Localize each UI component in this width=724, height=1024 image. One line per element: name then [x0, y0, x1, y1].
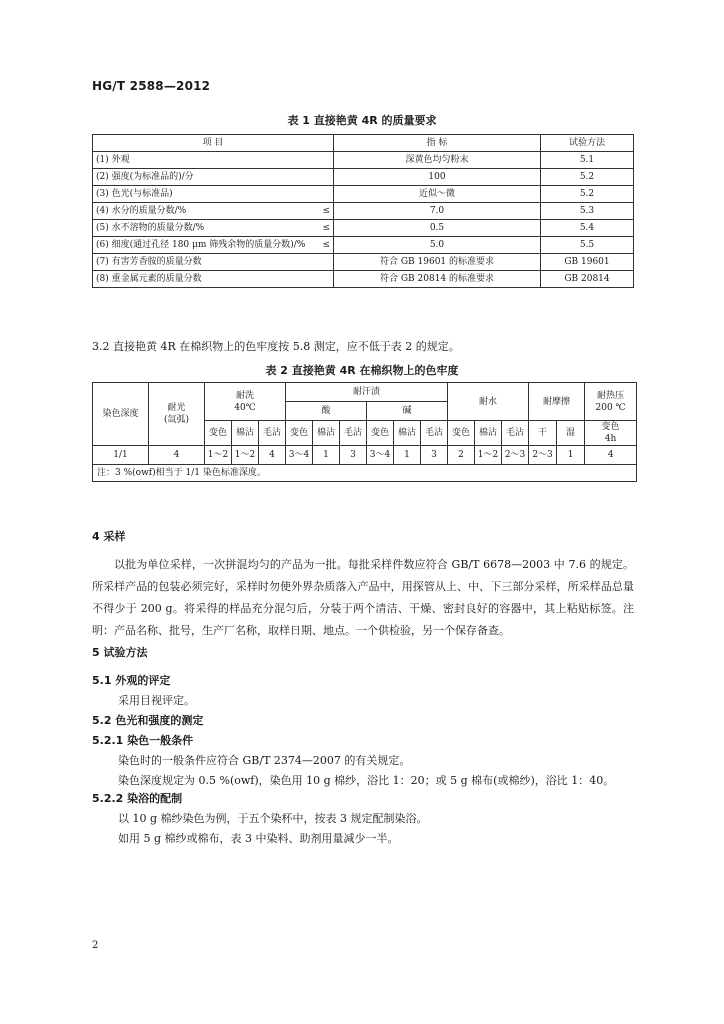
table2-header-acid: 酸: [286, 402, 367, 421]
table2-cell: 3～4: [367, 446, 394, 465]
table1-method: GB 19601: [541, 254, 634, 271]
table2-sub: 变色: [367, 421, 394, 446]
table1-value: 7.0: [334, 203, 541, 220]
table1-value: 0.5: [334, 220, 541, 237]
table1-value: 符合 GB 20814 的标准要求: [334, 271, 541, 288]
clause-5-2-1-text-2: 染色深度规定为 0.5 %(owf)，染色用 10 g 棉纱，浴比 1：20；或 5 g 棉布(或棉纱)，浴比 1：40。: [118, 774, 615, 787]
table2-sub: 干: [529, 421, 557, 446]
table1-caption: 表 1 直接艳黄 4R 的质量要求: [287, 114, 437, 127]
clause-3-2: 3.2 直接艳黄 4R 在棉织物上的色牢度按 5.8 测定，应不低于表 2 的规定。: [92, 340, 460, 353]
table1-method: 5.3: [541, 203, 634, 220]
table1-item: (8) 重金属元素的质量分数: [93, 271, 334, 288]
table2-cell: 1～2: [232, 446, 259, 465]
table2-sub: 毛沾: [502, 421, 529, 446]
table2-sub: 变色 4h: [585, 421, 637, 446]
table1-item: (2) 强度(为标准品的)/分: [93, 169, 334, 186]
clause-5-2-1-title: 5.2.1 染色一般条件: [92, 734, 194, 747]
clause-5-1-title: 5.1 外观的评定: [92, 674, 171, 687]
table-row: [93, 152, 634, 169]
table-row: [93, 186, 634, 203]
section-5-title: 5 试验方法: [92, 646, 148, 659]
table1-value: 符合 GB 19601 的标准要求: [334, 254, 541, 271]
table2-sub: 棉沾: [394, 421, 421, 446]
table2-cell: 1: [394, 446, 421, 465]
table2-header-water: 耐水: [448, 383, 529, 421]
table2-header-row: [93, 383, 637, 402]
table2-cell: 2: [448, 446, 475, 465]
table2-cell: 4: [259, 446, 286, 465]
table2-cell: 3～4: [286, 446, 313, 465]
table2-cell: 1: [557, 446, 585, 465]
clause-5-2-title: 5.2 色光和强度的测定: [92, 714, 204, 727]
table1-method: 5.5: [541, 237, 634, 254]
table-row: [93, 203, 634, 220]
table1-method: 5.1: [541, 152, 634, 169]
table1-item: (4) 水分的质量分数/% ≤: [93, 203, 334, 220]
table1-header-method: 试验方法: [541, 135, 634, 152]
table2-sub: 毛沾: [340, 421, 367, 446]
standard-code: HG/T 2588—2012: [92, 79, 211, 93]
table2-header-wash: 耐洗 40℃: [205, 383, 286, 421]
table2-note-row: [93, 465, 637, 482]
table2-cell: 1～2: [205, 446, 232, 465]
table2-header-depth: 染色深度: [93, 383, 149, 446]
table2-sub: 棉沾: [313, 421, 340, 446]
table-row: [93, 220, 634, 237]
clause-5-2-2-text-1: 以 10 g 棉纱染色为例，于五个染杯中，按表 3 规定配制染浴。: [118, 812, 428, 825]
table2-cell: 2～3: [529, 446, 557, 465]
table2-sub: 变色: [448, 421, 475, 446]
table1-value: 近似～微: [334, 186, 541, 203]
table2: [92, 382, 637, 482]
table1-item: (5) 水不溶物的质量分数/% ≤: [93, 220, 334, 237]
table1-value: 深黄色均匀粉末: [334, 152, 541, 169]
table2-sub: 毛沾: [421, 421, 448, 446]
page-number: 2: [92, 940, 99, 951]
table2-header-light: 耐光 (氙弧): [149, 383, 205, 446]
table2-header-sweat: 耐汗渍: [286, 383, 448, 402]
table2-cell: 1～2: [475, 446, 502, 465]
clause-5-2-2-title: 5.2.2 染浴的配制: [92, 792, 183, 805]
table1-method: 5.2: [541, 186, 634, 203]
table1-header-item: 项 目: [93, 135, 334, 152]
table1-item: (3) 色光(与标准品): [93, 186, 334, 203]
table2-header-hot: 耐热压 200 ℃: [585, 383, 637, 421]
table2-sub: 棉沾: [232, 421, 259, 446]
table1-method: 5.2: [541, 169, 634, 186]
section-4-paragraph: 以批为单位采样，一次拼混均匀的产品为一批。每批采样件数应符合 GB/T 6678—2003 中 7.6 的规定。所采样产品的包装必须完好，采样时勿使外界杂质落入产品中，用探管从上、中、下三部分采样，所采样品总量不得少于 200 g。将采得的样品充分混匀后，分装于两个清洁、干燥、密封良好的容器中，其上粘贴标签。注明：产品名称、批号，生产厂名称，取样日期、地点。一个供检验，另一个保存备查。: [92, 558, 634, 637]
table2-cell: 3: [340, 446, 367, 465]
table2-cell: 4: [585, 446, 637, 465]
table1-value: 5.0: [334, 237, 541, 254]
table2-note: 注：3 %(owf)相当于 1/1 染色标准深度。: [93, 465, 637, 482]
table2-header-rub: 耐摩擦: [529, 383, 585, 421]
table2-cell: 1/1: [93, 446, 149, 465]
table1-item: (6) 细度(通过孔径 180 μm 筛残余物的质量分数)/% ≤: [93, 237, 334, 254]
table-row: [93, 254, 634, 271]
table2-caption: 表 2 直接艳黄 4R 在棉织物上的色牢度: [265, 364, 459, 377]
table-row: [93, 271, 634, 288]
table1-method: GB 20814: [541, 271, 634, 288]
table2-header-alkali: 碱: [367, 402, 448, 421]
table2-cell: 2～3: [502, 446, 529, 465]
table2-sub: 毛沾: [259, 421, 286, 446]
table2-cell: 4: [149, 446, 205, 465]
table1-item: (1) 外观: [93, 152, 334, 169]
table2-sub: 变色: [205, 421, 232, 446]
section-4-title: 4 采样: [92, 530, 126, 543]
clause-5-1-text: 采用目视评定。: [118, 694, 195, 707]
table2-cell: 1: [313, 446, 340, 465]
table1-method: 5.4: [541, 220, 634, 237]
table2-sub: 变色: [286, 421, 313, 446]
table1-header-row: [93, 135, 634, 152]
table-row: [93, 446, 637, 465]
clause-5-2-2-text-2: 如用 5 g 棉纱或棉布，表 3 中染料、助剂用量减少一半。: [118, 832, 399, 845]
table2-cell: 3: [421, 446, 448, 465]
table-row: [93, 237, 634, 254]
table1: [92, 134, 634, 288]
table-row: [93, 169, 634, 186]
table2-sub: 湿: [557, 421, 585, 446]
table1-value: 100: [334, 169, 541, 186]
clause-5-2-1-text-1: 染色时的一般条件应符合 GB/T 2374—2007 的有关规定。: [118, 754, 411, 767]
table1-item: (7) 有害芳香胺的质量分数: [93, 254, 334, 271]
table2-sub: 棉沾: [475, 421, 502, 446]
table1-header-value: 指 标: [334, 135, 541, 152]
